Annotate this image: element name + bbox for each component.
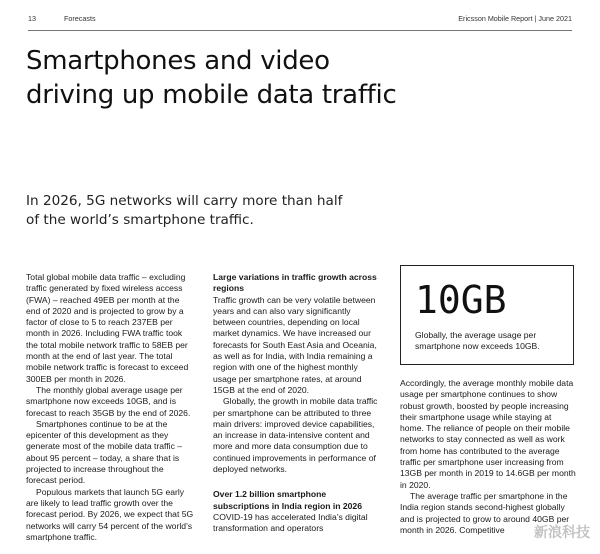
title-line-2: driving up mobile data traffic (26, 80, 397, 110)
stat-caption: Globally, the average usage per smartphone now exceeds 10GB. (415, 330, 540, 352)
watermark: 新浪科技 (534, 525, 590, 541)
body-paragraph: Globally, the growth in mobile data traffic per smartphone can be attributed to three main drivers: improved device capabilities, an increase in data-intensive content and more and more data consumption due to continued improvements in performance of deployed networks. (213, 396, 378, 475)
page-number: 13 (28, 14, 36, 23)
subheading: Over 1.2 billion smartphone subscriptions in India region in 2026 (213, 489, 362, 511)
subheading: Large variations in traffic growth across regions (213, 272, 377, 294)
body-paragraph: Smartphones continue to be at the epicenter of this development as they generate most of the mobile data traffic – about 95 percent – today, a share that is projected to increase throughout the forecast period. (26, 418, 183, 486)
header-rule (28, 30, 572, 31)
body-paragraph: Total global mobile data traffic – excluding traffic generated by fixed wireless access (FWA) – reached 49EB per month at the end of 2020 and is projected to grow by a factor of close to 5 to reach 237EB per month in 2026. Including FWA traffic took the total mobile network traffic to 58EB per month at the end of last year. The total mobile network traffic is forecast to exceed 300EB per month in 2026. (26, 272, 189, 384)
column-right (400, 378, 576, 536)
body-paragraph: Traffic growth can be very volatile between years and can also vary significantly between countries, depending on local market dynamics. We have increased our forecasts for South East Asia and Oceania, as well as for India, with India remaining a region with one of the highest monthly usage per smartphone rates, at around 15GB at the end of 2020. (213, 294, 377, 395)
body-paragraph: The monthly global average usage per smartphone now exceeds 10GB, and is forecast to reach 35GB by the end of 2026. (26, 384, 191, 418)
title-line-1: Smartphones and video (26, 46, 330, 76)
page-title (26, 44, 586, 112)
page-header (28, 14, 572, 28)
body-paragraph: COVID-19 has accelerated India’s digital transformation and operators (213, 511, 368, 534)
body-paragraph: Accordingly, the average monthly mobile data usage per smartphone continues to show robust growth, boosted by people increasing their smartphone usage while staying at home. The reliance of people on their mobile networks to stay connected as well as work from home has contributed to the average traffic per smartphone user increasing from 13GB per month in 2019 to 14.6GB per month in 2020. (400, 378, 576, 490)
column-middle (213, 272, 381, 535)
stat-figure: 10GB (415, 278, 507, 322)
body-paragraph: The average traffic per smartphone in the India region stands second-highest globally and is projected to grow to around 40GB per month in 2026. Competitive (400, 490, 570, 535)
report-title: Ericsson Mobile Report | June 2021 (458, 14, 572, 23)
lede-paragraph: In 2026, 5G networks will carry more than half of the world’s smartphone traffic. (26, 193, 343, 228)
section-label: Forecasts (64, 14, 96, 23)
stat-callout (400, 265, 574, 365)
body-paragraph: Populous markets that launch 5G early are likely to lead traffic growth over the forecast period. By 2026, we expect that 5G networks will carry 54 percent of the world’s smartphone traffic. (26, 486, 194, 542)
column-left (26, 272, 194, 543)
